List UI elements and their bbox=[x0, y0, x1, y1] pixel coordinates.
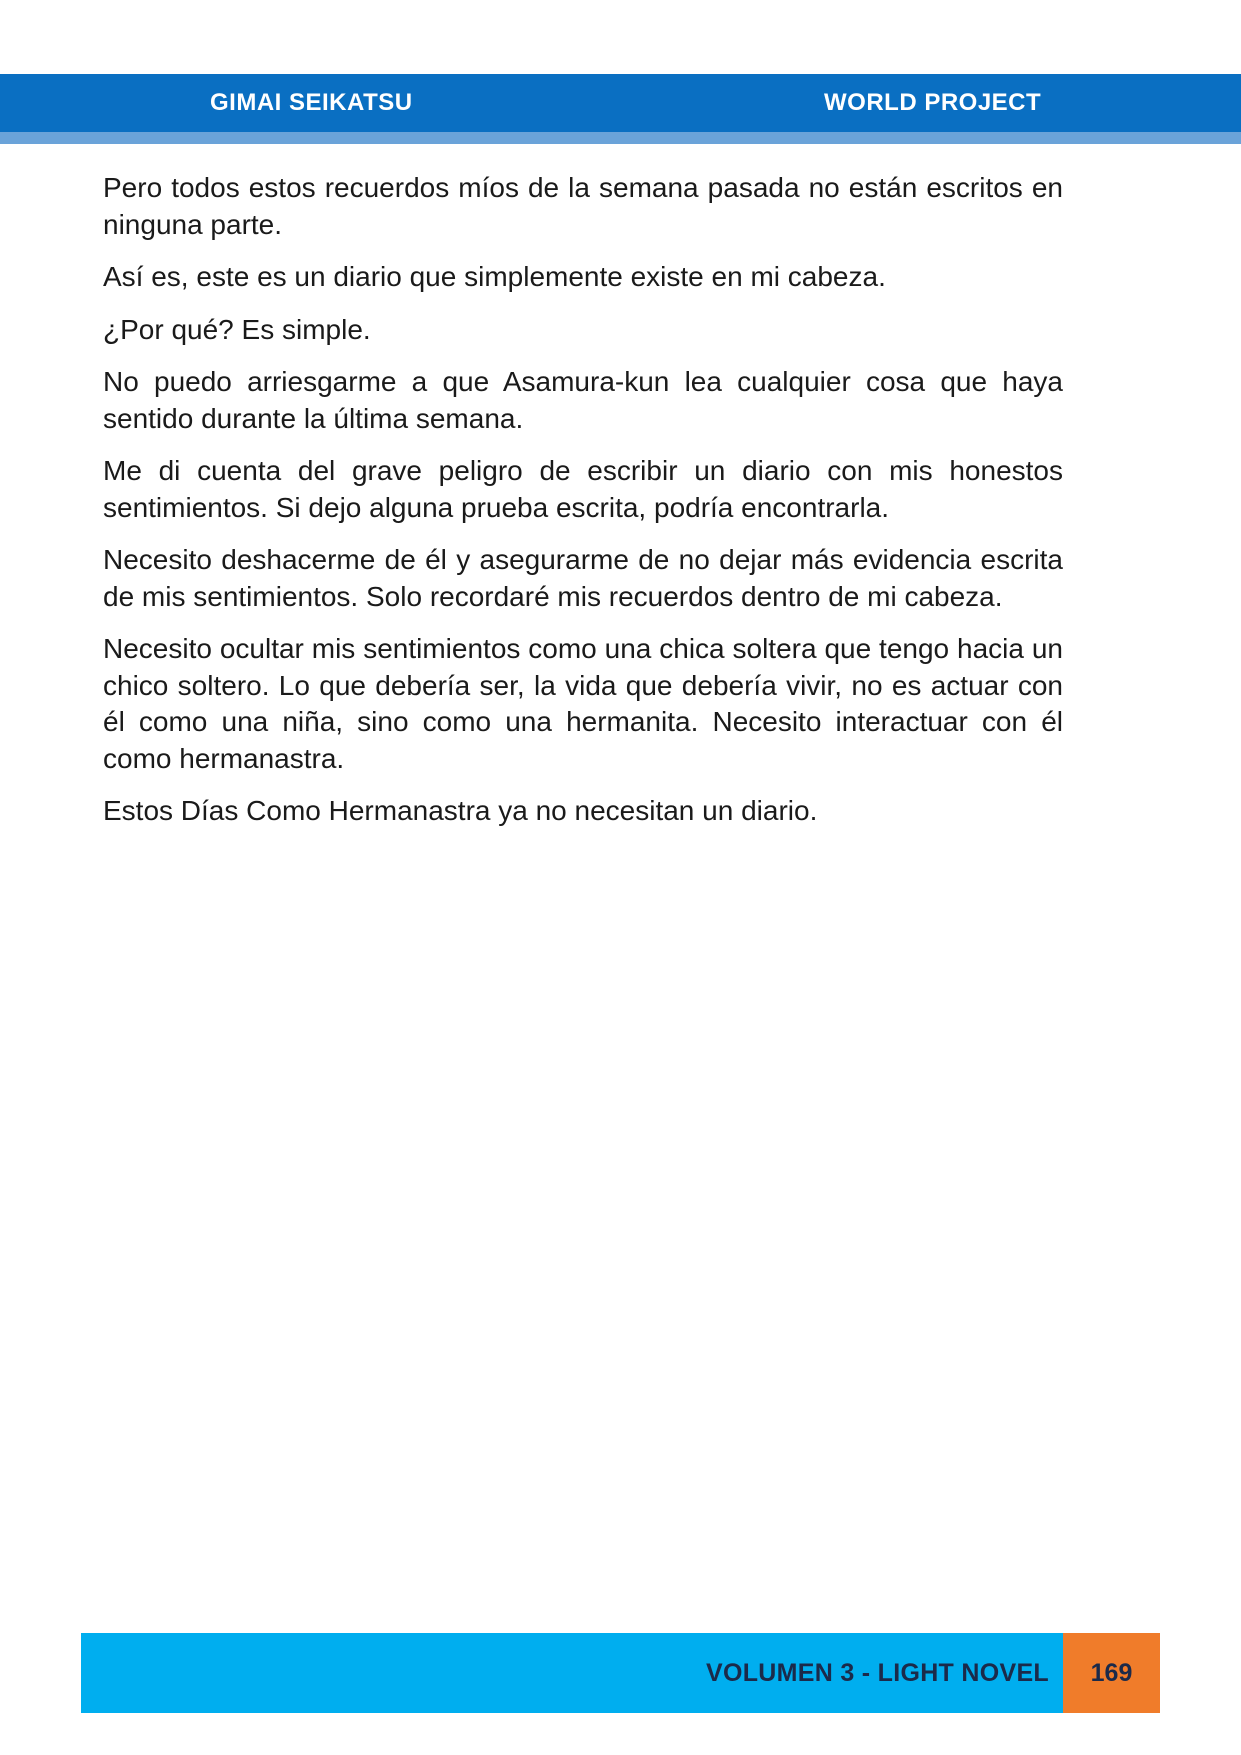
paragraph: Necesito deshacerme de él y asegurarme de no dejar más evidencia escrita de mis sentimientos. Solo recordaré mis recuerdos dentro de mi cabeza. bbox=[103, 544, 1063, 612]
paragraph: No puedo arriesgarme a que Asamura-kun lea cualquier cosa que haya sentido durante la última semana. bbox=[103, 366, 1063, 434]
page-number: 169 bbox=[1063, 1633, 1160, 1713]
paragraph: Estos Días Como Hermanastra ya no necesitan un diario. bbox=[103, 795, 818, 826]
paragraph: Así es, este es un diario que simplemente existe en mi cabeza. bbox=[103, 261, 886, 292]
paragraph: Necesito ocultar mis sentimientos como una chica soltera que tengo hacia un chico soltero. Lo que debería ser, la vida que debería vivir, no es actuar con él como una niña, sino como una hermanita. Necesito interactuar con él como hermanastra. bbox=[103, 633, 1063, 774]
page-footer bbox=[81, 1633, 1063, 1713]
page-body bbox=[103, 170, 1063, 846]
page-header bbox=[0, 74, 1241, 132]
paragraph: Pero todos estos recuerdos míos de la semana pasada no están escritos en ninguna parte. bbox=[103, 172, 1063, 240]
paragraph: ¿Por qué? Es simple. bbox=[103, 313, 371, 345]
header-stripe bbox=[0, 132, 1241, 144]
publisher-title: WORLD PROJECT bbox=[824, 89, 1042, 116]
series-title: GIMAI SEIKATSU bbox=[210, 89, 413, 116]
paragraph: Me di cuenta del grave peligro de escribir un diario con mis honestos sentimientos. Si dejo alguna prueba escrita, podría encontrarla. bbox=[103, 455, 1063, 523]
volume-label: VOLUMEN 3 - LIGHT NOVEL bbox=[705, 1659, 1049, 1687]
